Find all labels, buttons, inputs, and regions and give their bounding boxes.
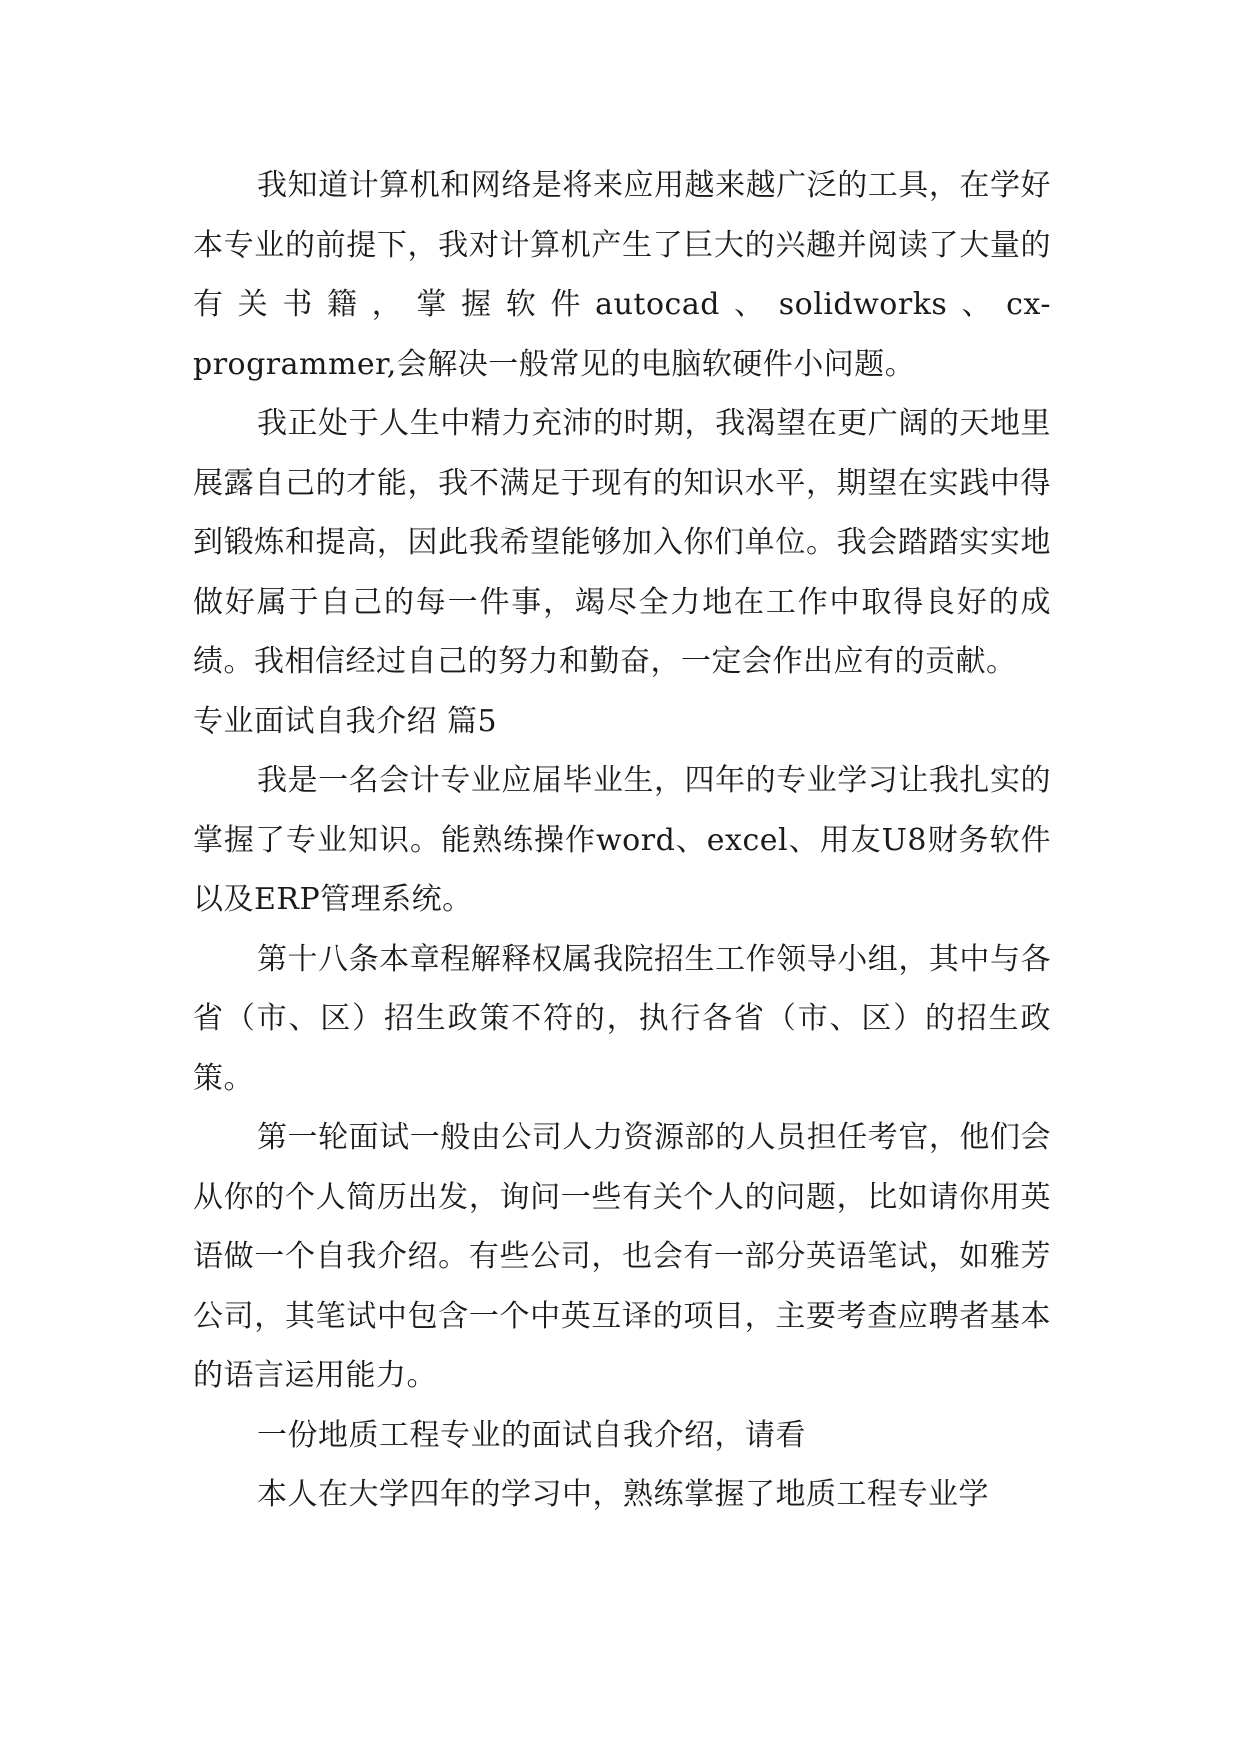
paragraph-regulation: 第十八条本章程解释权属我院招生工作领导小组，其中与各省（市、区）招生政策不符的，执行各省（市、区）的招生政策。 [193, 941, 1051, 1096]
paragraph-accounting: 我是一名会计专业应届毕业生，四年的专业学习让我扎实的掌握了专业知识。能熟练操作word、excel、用友U8财务软件以及ERP管理系统。 [193, 763, 1051, 917]
section-heading: 专业面试自我介绍 篇5 [193, 703, 498, 739]
paragraph-computer-skills: 我知道计算机和网络是将来应用越来越广泛的工具，在学好本专业的前提下，我对计算机产生了巨大的兴趣并阅读了大量的有关书籍，掌握软件autocad、solidworks、cx-programmer,会解决一般常见的电脑软硬件小问题。 [193, 168, 1051, 382]
paragraph-aspiration: 我正处于人生中精力充沛的时期，我渴望在更广阔的天地里展露自己的才能，我不满足于现有的知识水平，期望在实践中得到锻炼和提高，因此我希望能够加入你们单位。我会踏踏实实地做好属于自己的每一件事，竭尽全力地在工作中取得良好的成绩。我相信经过自己的努力和勤奋，一定会作出应有的贡献。 [193, 406, 1051, 679]
paragraph-geology-intro: 一份地质工程专业的面试自我介绍，请看 [257, 1417, 806, 1453]
document-body [193, 156, 1051, 1525]
paragraph-geology-body: 本人在大学四年的学习中，熟练掌握了地质工程专业学 [257, 1477, 989, 1512]
paragraph-first-interview: 第一轮面试一般由公司人力资源部的人员担任考官，他们会从你的个人简历出发，询问一些有关个人的问题，比如请你用英语做一个自我介绍。有些公司，也会有一部分英语笔试，如雅芳公司，其笔试中包含一个中英互译的项目，主要考查应聘者基本的语言运用能力。 [193, 1120, 1051, 1393]
